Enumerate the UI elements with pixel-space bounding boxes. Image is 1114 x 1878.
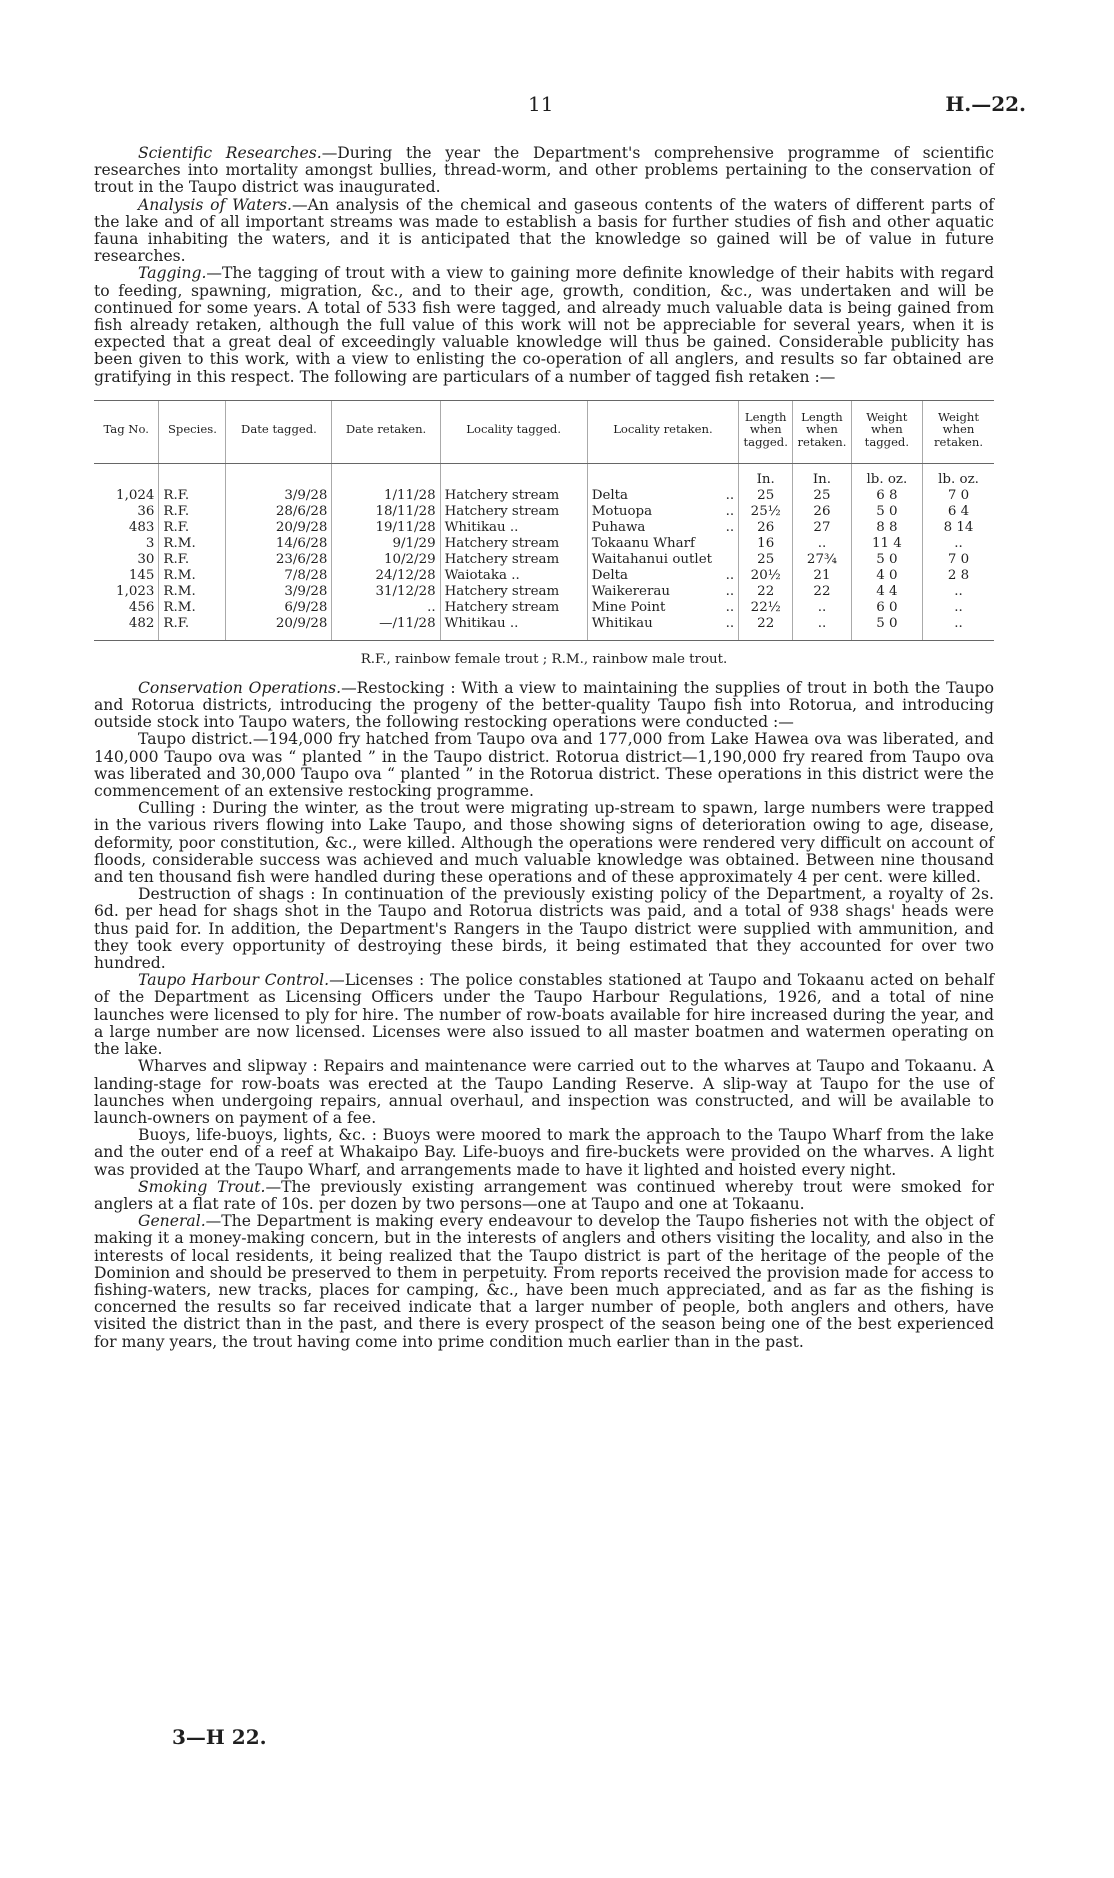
cell-value: 7 0 xyxy=(947,487,970,503)
table-cell xyxy=(226,504,332,520)
cell-value: Waitahanui outlet xyxy=(591,551,712,567)
table-cell xyxy=(226,520,332,536)
paragraph-tagging xyxy=(94,265,994,385)
cell-value: 21 xyxy=(813,567,831,583)
cell-value: 1,024 xyxy=(116,487,155,503)
table-cell xyxy=(587,552,738,568)
cell-value: 3/9/28 xyxy=(284,487,328,503)
cell-value: 26 xyxy=(757,519,775,535)
cell-value: 482 xyxy=(128,615,155,631)
table-cell xyxy=(923,616,994,641)
paragraph-heading: Taupo Harbour Control. xyxy=(138,971,330,990)
paragraph-culling: Culling : During the winter, as the trout were migrating up-stream to spawn, large numbers were trapped in the various rivers flowing into Lake Taupo, and those showing signs of deterioration owing to age, disease, deformity, poor constitution, &c., were killed. Although the operations were rendered very difficult on account of floods, considerable success was achieved and much valuable knowledge was obtained. Between nine thousand and ten thousand fish were handled during these operations and of these approximately 4 per cent. were killed. xyxy=(94,799,994,887)
cell-value: 7 0 xyxy=(947,551,970,567)
unit-weight-retaken: lb. oz. xyxy=(923,463,994,488)
cell-value: 19/11/28 xyxy=(375,519,436,535)
cell-value: Hatchery stream xyxy=(444,503,560,519)
table-cell xyxy=(226,536,332,552)
cell-value: .. xyxy=(817,599,827,615)
unit-length-retaken: In. xyxy=(793,463,851,488)
cell-value: Whitikau .. xyxy=(444,519,519,535)
cell-value: R.F. xyxy=(163,615,190,631)
table-cell xyxy=(440,552,587,568)
table-cell xyxy=(440,488,587,504)
table-cell xyxy=(739,552,793,568)
cell-value: 20/9/28 xyxy=(275,615,328,631)
cell-value: 16 xyxy=(757,535,775,551)
table-cell xyxy=(851,536,922,552)
header-locality-tagged: Locality tagged. xyxy=(440,400,587,463)
paragraph-heading: Scientific Researches. xyxy=(138,144,322,162)
table-cell xyxy=(851,600,922,616)
table-cell xyxy=(851,552,922,568)
header-length-tagged: Length when tagged. xyxy=(739,400,793,463)
table-cell xyxy=(923,504,994,520)
leader-dots: .. xyxy=(725,503,735,519)
cell-value: 36 xyxy=(137,503,155,519)
cell-value: 5 0 xyxy=(876,551,898,567)
table-cell xyxy=(332,616,440,641)
table-cell xyxy=(739,504,793,520)
cell-value: R.M. xyxy=(163,599,196,615)
table-row xyxy=(94,536,994,552)
cell-value: R.M. xyxy=(163,583,196,599)
table-cell xyxy=(587,520,738,536)
table-cell xyxy=(923,584,994,600)
unit-length-tagged: In. xyxy=(739,463,793,488)
table-cell xyxy=(94,552,159,568)
table-cell xyxy=(923,536,994,552)
table-cell xyxy=(332,520,440,536)
table-cell xyxy=(793,600,851,616)
cell-value: Whitikau .. xyxy=(444,615,519,631)
paragraph-heading: Analysis of Waters. xyxy=(138,195,293,214)
paragraph-analysis-of-waters xyxy=(94,197,994,266)
table-cell xyxy=(226,584,332,600)
table-cell xyxy=(159,488,226,504)
cell-value: R.M. xyxy=(163,567,196,583)
cell-value: .. xyxy=(954,583,963,599)
table-cell xyxy=(94,616,159,641)
table-cell xyxy=(793,536,851,552)
cell-value: 14/6/28 xyxy=(275,535,328,551)
table-row xyxy=(94,488,994,504)
cell-value: R.F. xyxy=(163,503,190,519)
paragraph-heading: General. xyxy=(138,1212,206,1231)
cell-value: 22 xyxy=(757,615,775,631)
page-header xyxy=(0,92,1114,122)
table-cell xyxy=(440,600,587,616)
table-cell xyxy=(923,568,994,584)
table-cell xyxy=(332,504,440,520)
leader-dots: .. xyxy=(725,583,735,599)
table-cell xyxy=(226,568,332,584)
cell-value: 25 xyxy=(813,487,831,503)
cell-value: Waikererau xyxy=(591,583,670,599)
table-cell xyxy=(440,520,587,536)
table-cell xyxy=(739,536,793,552)
cell-value: Hatchery stream xyxy=(444,599,560,615)
header-length-retaken: Length when retaken. xyxy=(793,400,851,463)
document-body xyxy=(94,145,994,1351)
table-cell xyxy=(94,584,159,600)
paragraph-text: —Licenses : The police constables stationed at Taupo and Tokaanu acted on behalf of the Department as Licensing Officers under the Taupo Harbour Regulations, 1926, and a total of nine launches were licensed to ply for hire. The number of row-boats available for hire increased during the year, and a large number are now licensed. Licenses were also issued to all master boatmen and watermen operating on the lake. xyxy=(94,971,994,1059)
cell-value: 7/8/28 xyxy=(284,567,328,583)
cell-value: .. xyxy=(954,615,963,631)
leader-dots: .. xyxy=(725,615,735,631)
table-cell xyxy=(159,520,226,536)
table-cell xyxy=(94,520,159,536)
cell-value: .. xyxy=(954,535,963,551)
table-cell xyxy=(793,504,851,520)
header-locality-retaken: Locality retaken. xyxy=(587,400,738,463)
cell-value: 4 4 xyxy=(876,583,898,599)
table-cell xyxy=(923,600,994,616)
cell-value: 22 xyxy=(813,583,831,599)
table-cell xyxy=(793,488,851,504)
table-cell xyxy=(587,568,738,584)
cell-value: 145 xyxy=(128,567,155,583)
table-cell xyxy=(440,616,587,641)
cell-value: 6/9/28 xyxy=(284,599,328,615)
cell-value: 24/12/28 xyxy=(375,567,436,583)
cell-value: R.F. xyxy=(163,487,190,503)
cell-value: 1/11/28 xyxy=(383,487,436,503)
table-cell xyxy=(440,568,587,584)
table-cell xyxy=(851,584,922,600)
table-cell xyxy=(440,584,587,600)
unit-weight-tagged: lb. oz. xyxy=(851,463,922,488)
table-cell xyxy=(440,504,587,520)
table-cell xyxy=(793,568,851,584)
table-cell xyxy=(793,520,851,536)
cell-value: R.F. xyxy=(163,519,190,535)
table-cell xyxy=(739,584,793,600)
cell-value: 22½ xyxy=(750,599,781,615)
signature-mark: 3—H 22. xyxy=(172,1725,267,1749)
table-cell xyxy=(159,504,226,520)
paragraph-heading: Conservation Operations. xyxy=(138,678,342,697)
leader-dots: .. xyxy=(725,599,735,615)
cell-value: 8 8 xyxy=(876,519,898,535)
cell-value: 27¾ xyxy=(806,551,837,567)
table-cell xyxy=(159,536,226,552)
cell-value: .. xyxy=(954,599,963,615)
cell-value: 26 xyxy=(813,503,831,519)
table-cell xyxy=(332,488,440,504)
paragraph-text: —During the year the Department's comprehensive programme of scientific researches into mortality amongst bullies, thread-worm, and other problems pertaining to the conservation of trout in the Taupo district was inaugurated. xyxy=(94,144,994,197)
leader-dots: .. xyxy=(725,519,735,535)
cell-value: 6 0 xyxy=(876,599,898,615)
cell-value: 4 0 xyxy=(876,567,898,583)
leader-dots: .. xyxy=(725,487,735,503)
table-legend: R.F., rainbow female trout ; R.M., rainbow male trout. xyxy=(360,651,728,667)
table-cell xyxy=(159,552,226,568)
cell-value: Waiotaka .. xyxy=(444,567,520,583)
cell-value: Delta xyxy=(591,567,629,583)
table-row xyxy=(94,552,994,568)
table-cell xyxy=(332,600,440,616)
table-cell xyxy=(587,600,738,616)
cell-value: 20/9/28 xyxy=(275,519,328,535)
table-cell xyxy=(94,568,159,584)
cell-value: 11 4 xyxy=(871,535,902,551)
cell-value: 8 14 xyxy=(943,519,974,535)
table-cell xyxy=(851,504,922,520)
paragraph-scientific-researches xyxy=(94,145,994,197)
cell-value: 2 8 xyxy=(947,567,970,583)
paragraph-text: —Restocking : With a view to maintaining the supplies of trout in both the Taupo and Rotorua districts, introducing the progeny of the better-quality Taupo fish into Rotorua, and introducing outside stock into Taupo waters, the following restocking operations were conducted :— xyxy=(94,678,995,732)
paragraph-heading: Smoking Trout. xyxy=(138,1177,266,1196)
table-cell xyxy=(923,520,994,536)
table-row xyxy=(94,584,994,600)
table-cell xyxy=(94,488,159,504)
cell-value: 30 xyxy=(137,551,155,567)
tagged-fish-table xyxy=(94,400,994,641)
cell-value: 6 8 xyxy=(876,487,898,503)
table-row xyxy=(94,600,994,616)
cell-value: Puhawa xyxy=(591,519,646,535)
table-row xyxy=(94,520,994,536)
paragraph-conservation-operations xyxy=(94,680,994,732)
table-cell xyxy=(793,552,851,568)
table-cell xyxy=(226,600,332,616)
cell-value: 456 xyxy=(128,599,155,615)
cell-value: 1,023 xyxy=(116,583,155,599)
table-cell xyxy=(851,520,922,536)
paragraph-heading: Tagging. xyxy=(138,264,207,283)
table-cell xyxy=(587,488,738,504)
table-cell xyxy=(159,568,226,584)
cell-value: 3 xyxy=(145,535,155,551)
document-reference: H.—22. xyxy=(945,92,1026,116)
cell-value: Hatchery stream xyxy=(444,551,560,567)
cell-value: 3/9/28 xyxy=(284,583,328,599)
cell-value: Tokaanu Wharf xyxy=(591,535,695,551)
cell-value: 483 xyxy=(128,519,155,535)
paragraph-taupo-district: Taupo district.—194,000 fry hatched from Taupo ova and 177,000 from Lake Hawea ova was liberated, and 140,000 Taupo ova was “ planted ” in the Taupo district. Rotorua district—1,190,000 fry reared from Taupo ova was liberated and 30,000 Taupo ova “ planted ” in the Rotorua district. These operations in this district were the commencement of an extensive restocking programme. xyxy=(94,730,994,801)
table-cell xyxy=(739,568,793,584)
leader-dots: .. xyxy=(725,567,735,583)
table-cell xyxy=(332,552,440,568)
table-cell xyxy=(851,616,922,641)
table-cell xyxy=(332,536,440,552)
table-cell xyxy=(226,552,332,568)
table-cell xyxy=(226,488,332,504)
table-cell xyxy=(226,616,332,641)
paragraph-text: —An analysis of the chemical and gaseous contents of the waters of different parts of the lake and of all important streams was made to establish a basis for further studies of fish and other aquatic fauna inhabiting the waters, and it is anticipated that the knowledge so gained will be of value in future researches. xyxy=(94,195,994,266)
cell-value: R.M. xyxy=(163,535,196,551)
cell-value: 25½ xyxy=(750,503,781,519)
table-cell xyxy=(587,504,738,520)
table-cell xyxy=(94,504,159,520)
paragraph-smoking-trout xyxy=(94,1179,994,1213)
table-cell xyxy=(923,552,994,568)
cell-value: 25 xyxy=(757,487,775,503)
table-cell xyxy=(739,520,793,536)
table-cell xyxy=(587,584,738,600)
table-cell xyxy=(440,536,587,552)
tagged-fish-table-wrapper xyxy=(94,400,994,641)
cell-value: 6 4 xyxy=(947,503,970,519)
table-cell xyxy=(851,568,922,584)
cell-value: 28/6/28 xyxy=(275,503,328,519)
table-row xyxy=(94,616,994,641)
cell-value: 5 0 xyxy=(876,615,898,631)
cell-value: —/11/28 xyxy=(379,615,436,631)
cell-value: Mine Point xyxy=(591,599,666,615)
table-cell xyxy=(793,584,851,600)
table-cell xyxy=(739,616,793,641)
cell-value: Delta xyxy=(591,487,629,503)
cell-value: .. xyxy=(427,599,436,615)
page-number: 11 xyxy=(528,92,554,116)
cell-value: 22 xyxy=(757,583,775,599)
cell-value: 5 0 xyxy=(876,503,898,519)
table-header-row xyxy=(94,400,994,463)
header-weight-retaken: Weight when retaken. xyxy=(923,400,994,463)
header-tag-no: Tag No. xyxy=(94,400,159,463)
table-cell xyxy=(332,584,440,600)
cell-value: 31/12/28 xyxy=(375,583,436,599)
paragraph-destruction-of-shags: Destruction of shags : In continuation of the previously existing policy of the Department, a royalty of 2s. 6d. per head for shags shot in the Taupo and Rotorua districts was paid, and a total of 938 shags' heads were thus paid for. In addition, the Department's Rangers in the Taupo district were supplied with ammunition, and they took every opportunity of destroying these birds, it being estimated that they accounted for over two hundred. xyxy=(94,885,994,973)
table-cell xyxy=(851,488,922,504)
table-cell xyxy=(923,488,994,504)
cell-value: .. xyxy=(817,615,827,631)
table-cell xyxy=(159,584,226,600)
cell-value: 27 xyxy=(813,519,831,535)
cell-value: 23/6/28 xyxy=(275,551,328,567)
cell-value: Hatchery stream xyxy=(444,583,560,599)
table-cell xyxy=(332,568,440,584)
cell-value: .. xyxy=(817,535,827,551)
paragraph-text: —The previously existing arrangement was continued whereby trout were smoked for anglers at a flat rate of 10s. per dozen by two persons—one at Taupo and one at Tokaanu. xyxy=(94,1177,994,1213)
header-date-retaken: Date retaken. xyxy=(332,400,440,463)
cell-value: Hatchery stream xyxy=(444,487,560,503)
cell-value: 18/11/28 xyxy=(375,503,436,519)
header-species: Species. xyxy=(159,400,226,463)
paragraph-general xyxy=(94,1213,994,1351)
paragraph-taupo-harbour-control xyxy=(94,972,994,1058)
paragraph-buoys: Buoys, life-buoys, lights, &c. : Buoys were moored to mark the approach to the Taupo Wharf from the lake and the outer end of a reef at Whakaipo Bay. Life-buoys and fire-buckets were provided on the wharves. A light was provided at the Taupo Wharf, and arrangements made to have it lighted and hoisted every night. xyxy=(94,1126,994,1179)
table-row xyxy=(94,568,994,584)
header-date-tagged: Date tagged. xyxy=(226,400,332,463)
header-weight-tagged: Weight when tagged. xyxy=(851,400,922,463)
table-cell xyxy=(94,600,159,616)
cell-value: Whitikau xyxy=(591,615,653,631)
table-cell xyxy=(587,616,738,641)
cell-value: 20½ xyxy=(750,567,781,583)
table-cell xyxy=(159,600,226,616)
table-row xyxy=(94,504,994,520)
paragraph-wharves-and-slipway: Wharves and slipway : Repairs and maintenance were carried out to the wharves at Taupo and Tokaanu. A landing-stage for row-boats was erected at the Taupo Landing Reserve. A slip-way at Taupo for the use of launches when undergoing repairs, annual overhaul, and inspection was constructed, and will be available to launch-owners on payment of a fee. xyxy=(94,1057,994,1127)
table-cell xyxy=(739,488,793,504)
cell-value: 9/1/29 xyxy=(392,535,436,551)
paragraph-text: —The tagging of trout with a view to gaining more definite knowledge of their habits with regard to feeding, spawning, migration, &c., and to their age, growth, condition, &c., was undertaken and will be continued for some years. A total of 533 fish were tagged, and already much valuable data is being gained from fish already retaken, although the full value of this work will not be appreciable for several years, when it is expected that a great deal of exceedingly valuable knowledge will thus be gained. Considerable publicity has been given to this work, with a view to enlisting the co-operation of all anglers, and results so far obtained are gratifying in this respect. The following are particulars of a number of tagged fish retaken :— xyxy=(94,264,994,386)
table-cell xyxy=(94,536,159,552)
cell-value: 25 xyxy=(757,551,775,567)
cell-value: 10/2/29 xyxy=(383,551,436,567)
cell-value: Motuopa xyxy=(591,503,653,519)
cell-value: Hatchery stream xyxy=(444,535,560,551)
table-cell xyxy=(159,616,226,641)
table-cell xyxy=(793,616,851,641)
table-units-row xyxy=(94,463,994,488)
cell-value: R.F. xyxy=(163,551,190,567)
paragraph-text: —The Department is making every endeavour to develop the Taupo fisheries not with the object of making it a money-making concern, but in the interests of anglers and others visiting the locality, and also in the interests of local residents, it being realized that the Taupo district is part of the heritage of the people of the Dominion and should be preserved to them in perpetuity. From reports received the provision made for access to fishing-waters, new tracks, places for camping, &c., have been much appreciated, and as far as the fishing is concerned the results so far received indicate that a larger number of people, both anglers and others, have visited the district than in the past, and there is every prospect of the season being one of the best experienced for many years, the trout having come into prime condition much earlier than in the past. xyxy=(94,1212,994,1351)
table-cell xyxy=(587,536,738,552)
table-cell xyxy=(739,600,793,616)
